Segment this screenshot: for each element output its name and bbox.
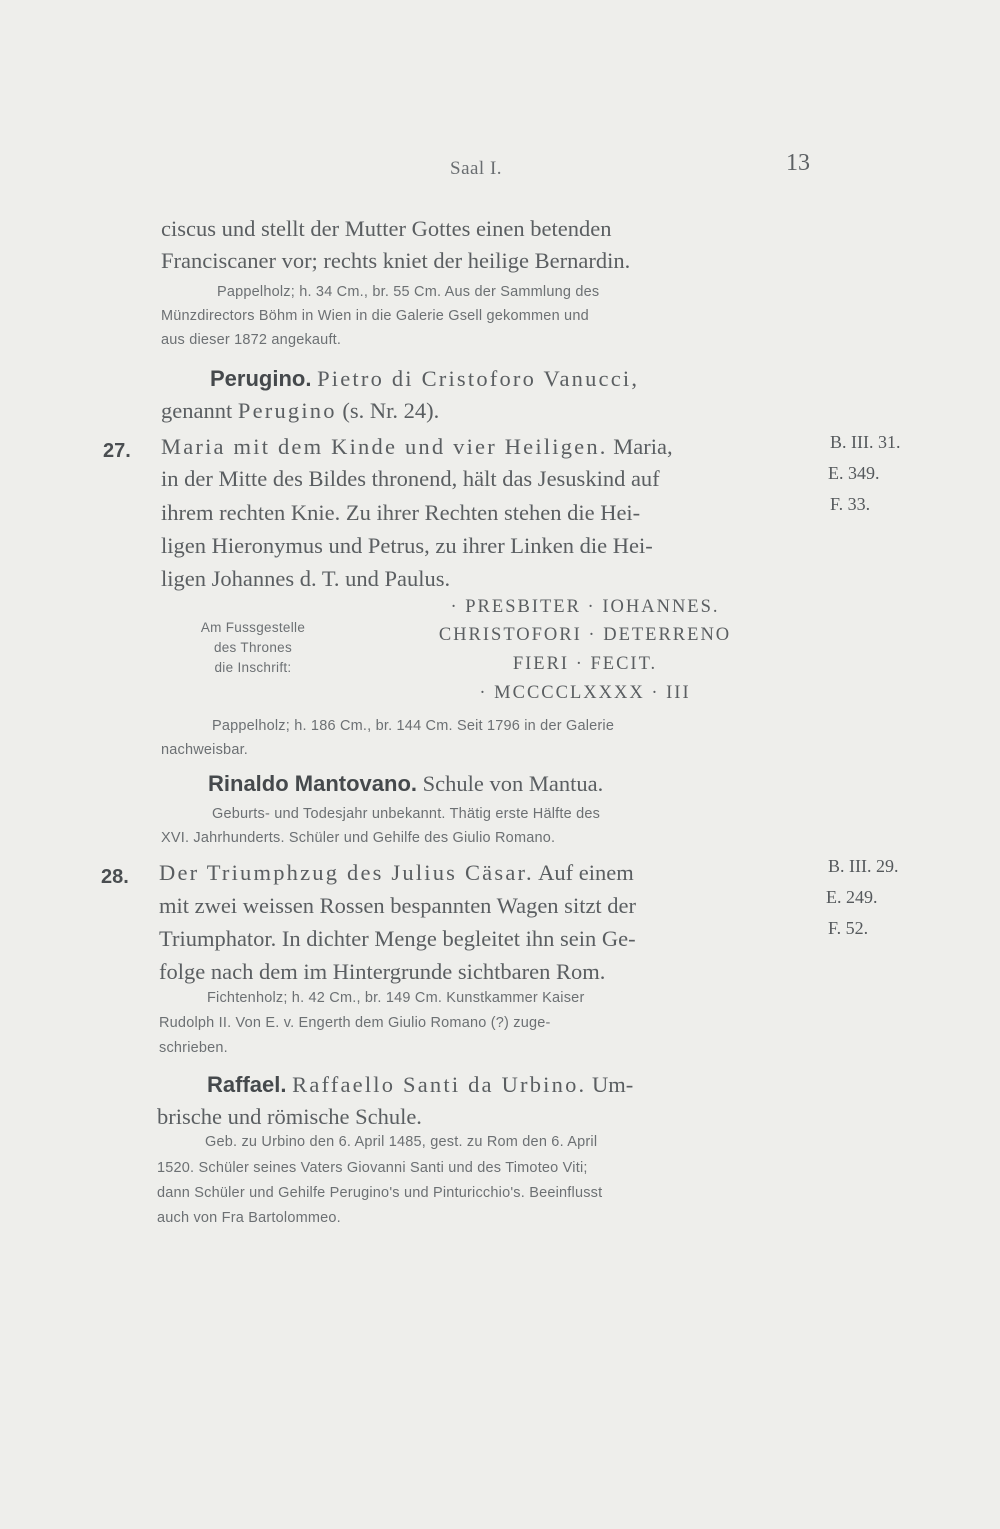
- biography-note: Geb. zu Urbino den 6. April 1485, gest. zu Rom den 6. April: [205, 1134, 598, 1150]
- body-line: folge nach dem im Hintergrunde sichtbaren Rom.: [159, 959, 606, 984]
- provenance-note: Pappelholz; h. 186 Cm., br. 144 Cm. Seit 1796 in der Galerie: [212, 718, 615, 734]
- entry-title-line: [159, 858, 634, 888]
- inscription-label-line: des Thrones: [213, 640, 293, 655]
- biography-note: XVI. Jahrhunderts. Schüler und Gehilfe des Giulio Romano.: [161, 830, 556, 846]
- artist-fullname: Raffaello Santi da Urbino.: [292, 1072, 587, 1097]
- artist-fullname: Pietro di Cristoforo Vanucci,: [317, 366, 640, 391]
- text-span: Maria,: [613, 434, 673, 459]
- body-line: ligen Johannes d. T. und Paulus.: [161, 566, 451, 591]
- reference-code: B. III. 31.: [830, 432, 901, 452]
- body-line: ciscus und stellt der Mutter Gottes einen betenden: [161, 216, 612, 241]
- page-header: [160, 150, 810, 190]
- artist-name: Perugino.: [210, 366, 312, 391]
- body-line: in der Mitte des Bildes thronend, hält das Jesuskind auf: [161, 466, 660, 491]
- provenance-note: aus dieser 1872 angekauft.: [161, 332, 342, 348]
- reference-code: B. III. 29.: [828, 856, 899, 876]
- body-line: mit zwei weissen Rossen bespannten Wagen sitzt der: [159, 893, 637, 918]
- artist-heading: [207, 1070, 633, 1100]
- inscription-line: FIERI · FECIT.: [512, 654, 658, 674]
- reference-code: F. 52.: [828, 918, 869, 938]
- artist-heading-cont: [161, 396, 439, 426]
- artist-school: Schule von Mantua.: [422, 771, 604, 796]
- inscription-line: CHRISTOFORI · DETERRENO: [438, 625, 732, 645]
- text-span: Auf einem: [538, 860, 634, 885]
- text-span: genannt: [161, 398, 233, 423]
- reference-code: F. 33.: [830, 494, 871, 514]
- inscription-label-line: die Inschrift:: [214, 660, 292, 675]
- provenance-note: Rudolph II. Von E. v. Engerth dem Giulio Romano (?) zuge-: [159, 1015, 551, 1031]
- entry-title: Der Triumphzug des Julius Cäsar.: [159, 860, 534, 885]
- reference-code: E. 349.: [828, 463, 880, 483]
- biography-note: dann Schüler und Gehilfe Perugino's und Pinturicchio's. Beeinflusst: [157, 1185, 603, 1201]
- body-line: Triumphator. In dichter Menge begleitet ihn sein Ge-: [159, 926, 636, 951]
- running-head: Saal I.: [450, 158, 503, 179]
- biography-note: 1520. Schüler seines Vaters Giovanni Santi und des Timoteo Viti;: [157, 1160, 588, 1176]
- catalog-number: 28.: [101, 866, 129, 888]
- artist-name: Rinaldo Mantovano.: [208, 771, 417, 796]
- body-line: ihrem rechten Knie. Zu ihrer Rechten stehen die Hei-: [161, 500, 641, 525]
- artist-heading: [210, 364, 639, 394]
- body-line: brische und römische Schule.: [157, 1104, 422, 1129]
- provenance-note: Fichtenholz; h. 42 Cm., br. 149 Cm. Kunstkammer Kaiser: [207, 990, 585, 1006]
- provenance-note: nachweisbar.: [161, 742, 249, 758]
- reference-code: E. 249.: [826, 887, 878, 907]
- text-span: Um-: [591, 1072, 634, 1097]
- provenance-note: Münzdirectors Böhm in Wien in die Galerie Gsell gekommen und: [161, 308, 589, 324]
- inscription-line: · PRESBITER · IOHANNES.: [450, 597, 720, 617]
- body-line: ligen Hieronymus und Petrus, zu ihrer Linken die Hei-: [161, 533, 653, 558]
- provenance-note: Pappelholz; h. 34 Cm., br. 55 Cm. Aus der Sammlung des: [217, 284, 600, 300]
- body-line: Franciscaner vor; rechts kniet der heilige Bernardin.: [161, 248, 631, 273]
- page-number: 13: [786, 150, 810, 176]
- entry-title-line: [161, 432, 673, 462]
- text-span: Perugino: [237, 398, 337, 423]
- catalog-number: 27.: [103, 440, 131, 462]
- provenance-note: schrieben.: [159, 1040, 228, 1056]
- entry-title: Maria mit dem Kinde und vier Heiligen.: [161, 434, 608, 459]
- text-span: (s. Nr. 24).: [342, 398, 440, 423]
- biography-note: Geburts- und Todesjahr unbekannt. Thätig erste Hälfte des: [212, 806, 601, 822]
- inscription-line: · MCCCCLXXXX · III: [479, 683, 691, 703]
- biography-note: auch von Fra Bartolommeo.: [157, 1210, 341, 1226]
- artist-heading: [208, 769, 603, 799]
- artist-name: Raffael.: [207, 1072, 287, 1097]
- inscription-label-line: Am Fussgestelle: [200, 620, 306, 635]
- inscription-label: [163, 618, 343, 678]
